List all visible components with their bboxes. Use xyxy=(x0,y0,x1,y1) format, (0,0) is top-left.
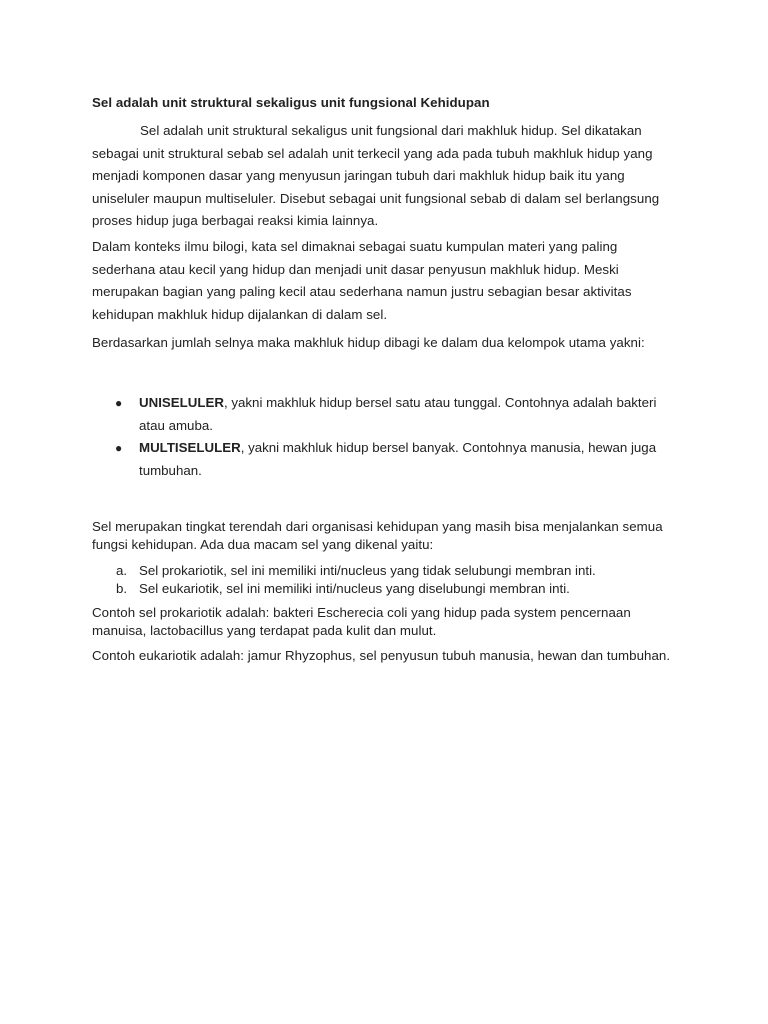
paragraph-classification: Berdasarkan jumlah selnya maka makhluk hidup dibagi ke dalam dua kelompok utama yakni: xyxy=(92,335,645,350)
bullet-text: , yakni makhluk hidup bersel banyak. Contohnya manusia, hewan juga tumbuhan. xyxy=(139,440,657,478)
list-marker: b. xyxy=(116,580,128,596)
bullet-icon: ● xyxy=(115,396,123,410)
paragraph-prokaryote-example: Contoh sel prokariotik adalah: bakteri Escherecia coli yang hidup pada system pencernaan manuisa, lactobacillus yang terdapat pada kulit dan mulut. xyxy=(92,605,631,638)
paragraph-eukaryote-example: Contoh eukariotik adalah: jamur Rhyzophus, sel penyusun tubuh manusia, hewan dan tumbuhan. xyxy=(92,648,671,663)
bullet-term: MULTISELULER xyxy=(139,440,241,456)
document-title: Sel adalah unit struktural sekaligus unit fungsional Kehidupan xyxy=(92,95,490,110)
paragraph-intro: Sel adalah unit struktural sekaligus unit fungsional dari makhluk hidup. Sel dikatakan sebagai unit struktural sebab sel adalah unit terkecil yang ada pada tubuh makhluk hidup yang menjadi komponen dasar yang menyusun jaringan tubuh dari makhluk hidup baik itu yang uniseluler maupun multiseluler. Disebut sebagai unit fungsional sebab di dalam sel berlangsung proses hidup juga berbagai reaksi kimia lainnya. xyxy=(92,123,660,229)
list-item-text: Sel eukariotik, sel ini memiliki inti/nucleus yang diselubungi membran inti. xyxy=(139,580,570,596)
list-item xyxy=(92,392,682,437)
paragraph-cell-types: Sel merupakan tingkat terendah dari organisasi kehidupan yang masih bisa menjalankan semua fungsi kehidupan. Ada dua macam sel yang dikenal yaitu: xyxy=(92,519,663,552)
list-item xyxy=(92,580,682,598)
alpha-list xyxy=(92,562,682,597)
paragraph-context: Dalam konteks ilmu bilogi, kata sel dimaknai sebagai suatu kumpulan materi yang paling sederhana atau kecil yang hidup dan menjadi unit dasar penyusun makhluk hidup. Meski merupakan bagian yang paling kecil atau sederhana namun justru sebagian besar aktivitas kehidupan makhluk hidup dijalankan di dalam sel. xyxy=(92,239,632,322)
bullet-icon: ● xyxy=(115,441,123,456)
list-item xyxy=(92,437,682,482)
bullet-list xyxy=(92,392,682,482)
list-item xyxy=(92,562,682,580)
bullet-term: UNISELULER xyxy=(139,395,224,410)
list-marker: a. xyxy=(116,563,128,578)
list-item-text: Sel prokariotik, sel ini memiliki inti/nucleus yang tidak selubungi membran inti. xyxy=(139,563,596,578)
bullet-text: , yakni makhluk hidup bersel satu atau tunggal. Contohnya adalah bakteri atau amuba. xyxy=(139,395,657,433)
